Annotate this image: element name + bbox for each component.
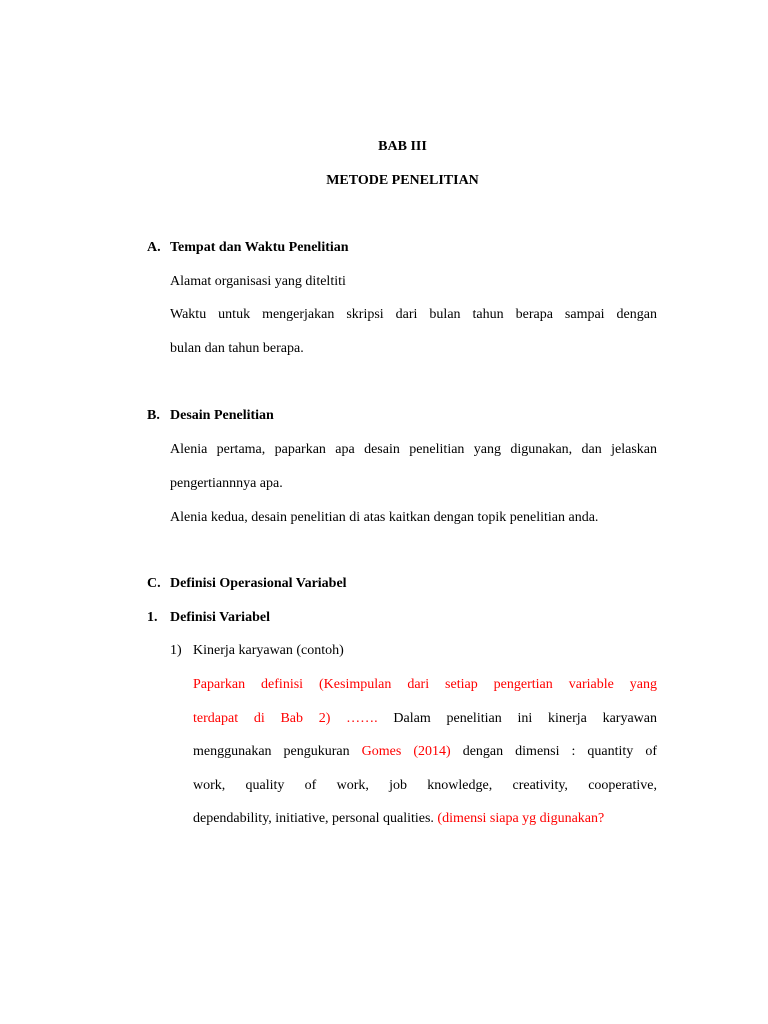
item-1-label: Kinerja karyawan (contoh) [193, 643, 344, 658]
section-b-heading: Desain Penelitian [170, 408, 274, 423]
section-b-paragraph-2: Alenia kedua, desain penelitian di atas kaitkan dengan topik penelitian anda. [170, 510, 599, 525]
section-a-paragraph-2-line-1: Waktu untuk mengerjakan skripsi dari bulan tahun berapa sampai dengan [170, 307, 657, 322]
gomes-citation: Gomes (2014) [361, 744, 451, 759]
section-a-heading: Tempat dan Waktu Penelitian [170, 240, 349, 255]
dimension-intro: dengan dimensi : quantity of [450, 744, 657, 759]
section-c-marker: C. [147, 576, 161, 591]
chapter-number: BAB III [378, 139, 427, 154]
subsection-1-marker: 1. [147, 610, 158, 625]
dimension-list-end: dependability, initiative, personal qualities. [193, 811, 438, 826]
subsection-1-heading: Definisi Variabel [170, 610, 270, 625]
section-b-paragraph-1-line-1: Alenia pertama, paparkan apa desain penelitian yang digunakan, dan jelaskan [170, 442, 657, 457]
section-b-marker: B. [147, 408, 160, 423]
item-1-definition-line-2 [193, 710, 657, 728]
section-a-paragraph-2-line-2: bulan dan tahun berapa. [170, 341, 304, 356]
section-a-paragraph-1: Alamat organisasi yang diteltiti [170, 274, 346, 289]
performance-measure-text: Dalam penelitian ini kinerja karyawan [377, 711, 658, 726]
dimension-question: (dimensi siapa yg digunakan? [437, 811, 605, 826]
chapter-title: METODE PENELITIAN [326, 173, 479, 188]
section-a-marker: A. [147, 240, 161, 255]
item-1-definition-line-5 [193, 810, 604, 828]
item-1-marker: 1) [170, 643, 182, 658]
item-1-definition-line-1: Paparkan definisi (Kesimpulan dari setiap pengertian variable yang [193, 677, 657, 692]
bab2-reference: terdapat di Bab 2) ……. [193, 711, 378, 726]
section-c-heading: Definisi Operasional Variabel [170, 576, 347, 591]
item-1-definition-line-3 [193, 743, 657, 761]
section-b-paragraph-1-line-2: pengertiannnya apa. [170, 476, 283, 491]
item-1-definition-line-4: work, quality of work, job knowledge, creativity, cooperative, [193, 778, 657, 793]
measurement-text: menggunakan pengukuran [193, 744, 362, 759]
